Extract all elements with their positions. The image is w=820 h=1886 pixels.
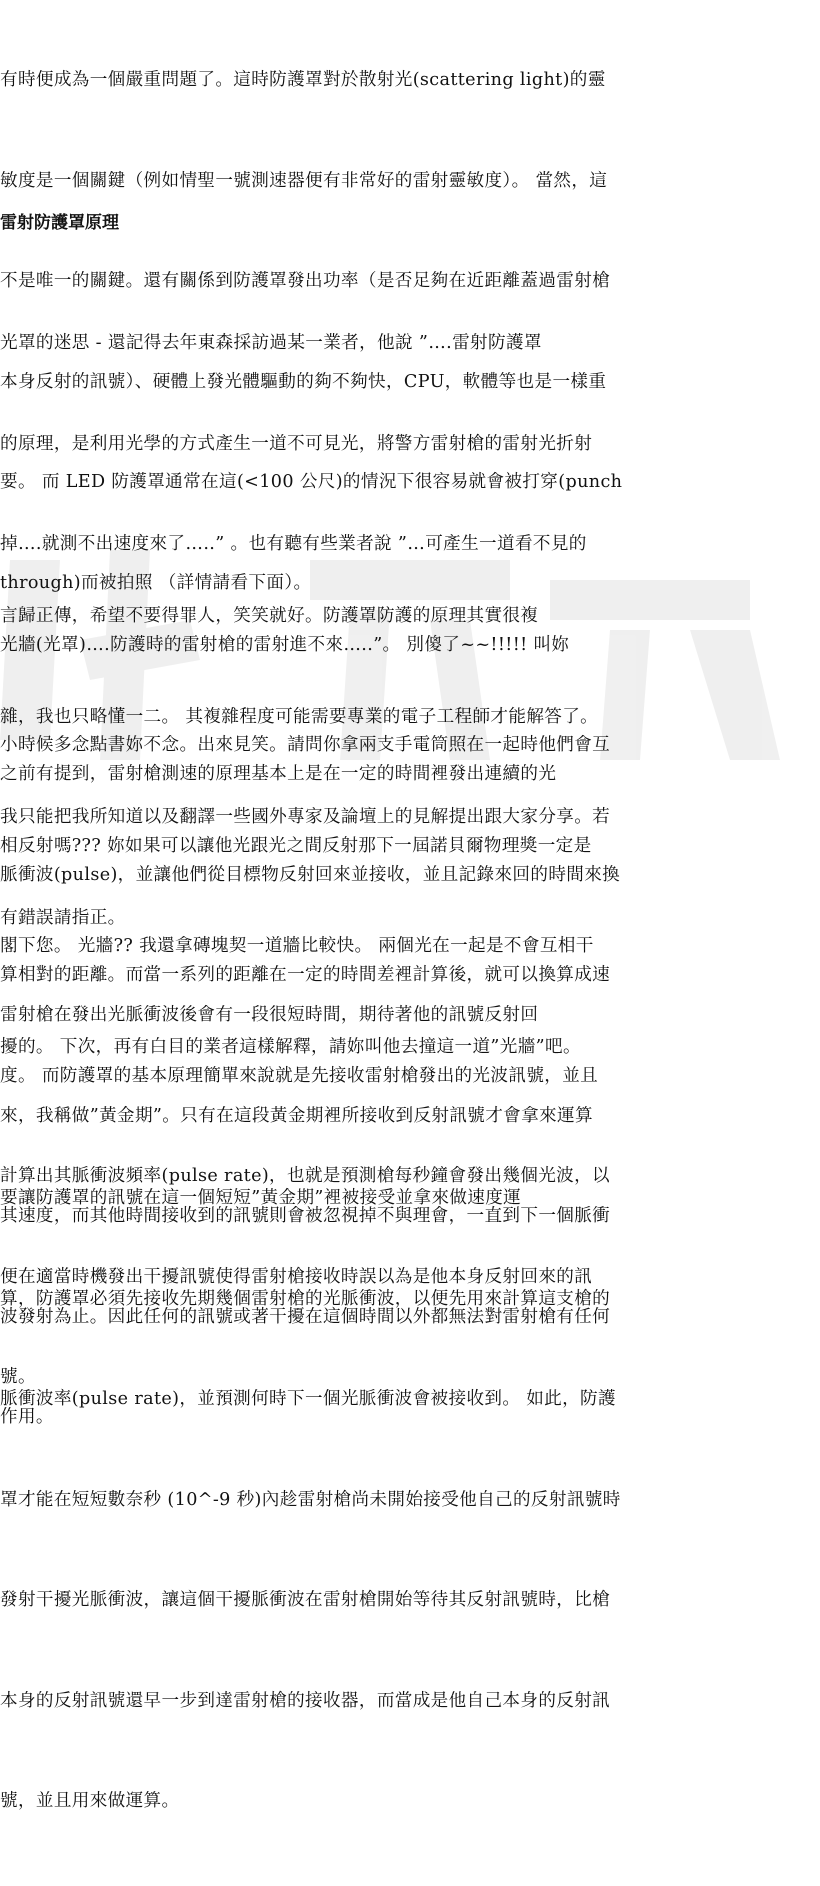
text-line: 言歸正傳，希望不要得罪人，笑笑就好。防護罩防護的原理其實很複 (0, 606, 539, 626)
text-line: 本身反射的訊號）、硬體上發光體驅動的夠不夠快，CPU，軟體等也是一樣重 (0, 371, 607, 392)
text-line: 我只能把我所知道以及翻譯一些國外專家及論壇上的見解提出跟大家分享。若 (0, 807, 611, 827)
text-line: 脈衝波(pulse)，並讓他們從目標物反射回來並接收，並且記錄來回的時間來換 (0, 864, 621, 885)
text-line: 作用。 (0, 1407, 54, 1427)
text-line: 光罩的迷思 - 還記得去年東森採訪過某一業者，他說 ”….雷射防護罩 (0, 333, 542, 353)
text-line: 號。 (0, 1367, 36, 1387)
text-line: 有時便成為一個嚴重問題了。這時防護罩對於散射光(scattering light)的靈 (0, 70, 606, 90)
text-line: 計算出其脈衝波頻率(pulse rate)，也就是預測槍每秒鐘會發出幾個光波，以 (0, 1166, 610, 1186)
text-line: 便在適當時機發出干擾訊號使得雷射槍接收時誤以為是他本身反射回來的訊 (0, 1266, 593, 1287)
text-line: 掉….就測不出速度來了…..” 。也有聽有些業者說 ”…可產生一道看不見的 (0, 534, 587, 554)
text-line: 小時候多念點書妳不念。出來見笑。請問你拿兩支手電筒照在一起時他們會互 (0, 735, 611, 755)
text-line: 擾的。 下次，再有白目的業者這樣解釋，請妳叫他去撞這一道”光牆”吧。 (0, 1036, 581, 1057)
text-line: 來，我稱做”黃金期”。只有在這段黃金期裡所接收到反射訊號才會拿來運算 (0, 1105, 593, 1126)
text-line: 不是唯一的關鍵。還有關係到防護罩發出功率（是否足夠在近距離蓋過雷射槍 (0, 271, 611, 291)
text-line: 相反射嗎??? 妳如果可以讓他光跟光之間反射那下一屆諾貝爾物理獎一定是 (0, 835, 592, 856)
text-line: 之前有提到，雷射槍測速的原理基本上是在一定的時間裡發出連續的光 (0, 764, 557, 784)
text-line: 雜，我也只略懂一二。 其複雜程度可能需要專業的電子工程師才能解答了。 (0, 706, 599, 727)
text-line: 敏度是一個關鍵（例如情聖一號測速器便有非常好的雷射靈敏度）。 當然，這 (0, 170, 608, 191)
text-line: 有錯誤請指正。 (0, 907, 126, 928)
text-line: 雷射槍在發出光脈衝波後會有一段很短時間，期待著他的訊號反射回 (0, 1005, 539, 1025)
text-line: 罩才能在短短數奈秒 (10^-9 秒)內趁雷射槍尚未開始接受他自己的反射訊號時 (0, 1489, 621, 1510)
paragraph-jamming-timing (0, 1115, 808, 1886)
text-line: through)而被拍照 （詳情請看下面）。 (0, 572, 312, 593)
text-line: 度。 而防護罩的基本原理簡單來說就是先接收雷射槍發出的光波訊號，並且 (0, 1065, 599, 1086)
text-line: 其速度，而其他時間接收到的訊號則會被忽視掉不與理會，一直到下一個脈衝 (0, 1206, 611, 1226)
text-line: 要讓防護罩的訊號在這一個短短”黃金期”裡被接受並拿來做速度運 (0, 1188, 522, 1208)
text-line: 閣下您。 光牆?? 我還拿磚塊契一道牆比較快。 兩個光在一起是不會互相干 (0, 936, 594, 956)
text-line: 的原理，是利用光學的方式產生一道不可見光，將警方雷射槍的雷射光折射 (0, 433, 593, 454)
text-line: 算，防護罩必須先接收先期幾個雷射槍的光脈衝波，以便先用來計算這支槍的 (0, 1288, 611, 1309)
text-line: 要。 而 LED 防護罩通常在這(<100 公尺)的情況下很容易就會被打穿(punch (0, 472, 623, 492)
text-line: 號，並且用來做運算。 (0, 1791, 180, 1811)
text-line: 光牆(光罩)….防護時的雷射槍的雷射進不來…..”。 別傻了~~!!!!! 叫妳 (0, 634, 570, 655)
text-line: 本身的反射訊號還早一步到達雷射槍的接收器，而當成是他自己本身的反射訊 (0, 1690, 611, 1711)
text-line: 算相對的距離。而當一系列的距離在一定的時間差裡計算後，就可以換算成速 (0, 965, 611, 985)
text-line: 發射干擾光脈衝波，讓這個干擾脈衝波在雷射槍開始等待其反射訊號時，比槍 (0, 1590, 611, 1610)
text-line: 脈衝波率(pulse rate)，並預測何時下一個光脈衝波會被接收到。 如此，防護 (0, 1389, 616, 1409)
text-line: 波發射為止。因此任何的訊號或著干擾在這個時間以外都無法對雷射槍有任何 (0, 1306, 611, 1327)
section-heading: 雷射防護罩原理 (0, 213, 119, 233)
